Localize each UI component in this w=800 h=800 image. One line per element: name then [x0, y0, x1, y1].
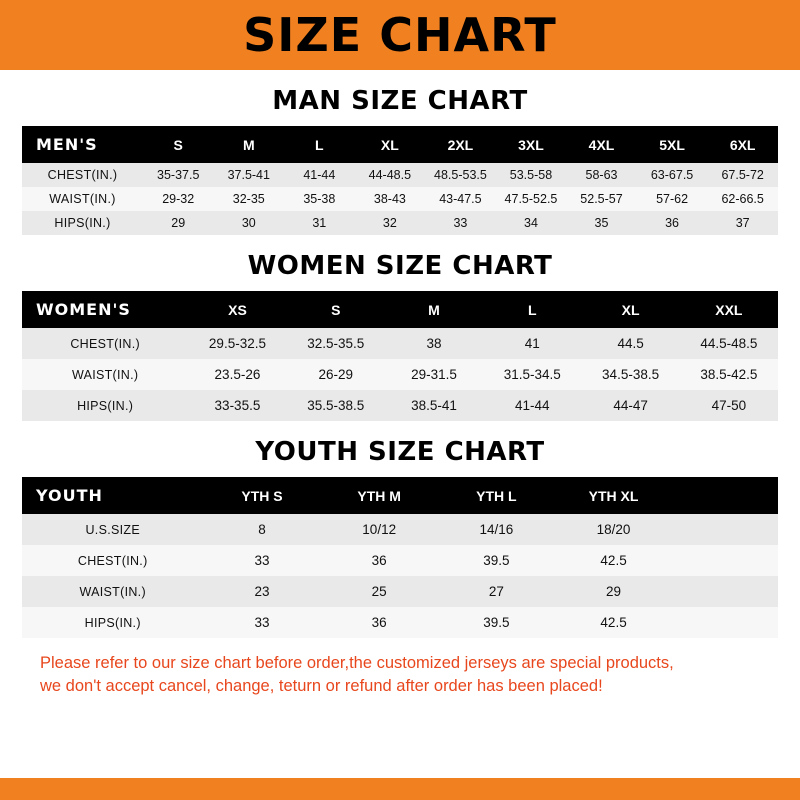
table-cell: 38.5-41 [411, 398, 457, 413]
column-header: XXL [680, 291, 778, 328]
table-cell: 23 [254, 584, 270, 599]
table-cell: 27 [488, 584, 504, 599]
table-cell: 41-44 [303, 168, 336, 182]
table-row [22, 514, 778, 545]
table-cell: 33 [254, 615, 270, 630]
table-cell: 42.5 [600, 553, 627, 568]
table-cell: 33-35.5 [214, 398, 261, 413]
table-cell: 62-66.5 [721, 192, 764, 206]
table-cell: 32 [382, 216, 397, 230]
column-header: 6XL [707, 126, 778, 163]
table-cell: 38.5-42.5 [700, 367, 758, 382]
column-header: 5XL [637, 126, 708, 163]
column-header: 2XL [425, 126, 496, 163]
table-cell: 35.5-38.5 [307, 398, 365, 413]
row-label: CHEST(IN.) [47, 168, 118, 182]
table-cell: 37.5-41 [227, 168, 270, 182]
table-cell: 33 [453, 216, 468, 230]
table-cell: 44-47 [613, 398, 648, 413]
row-label: CHEST(IN.) [77, 553, 148, 568]
table-header-row [22, 126, 778, 163]
table-cell: 47.5-52.5 [504, 192, 558, 206]
table-row [22, 607, 778, 638]
table-row [22, 187, 778, 211]
table-cell: 35-38 [303, 192, 336, 206]
youth-table-header [22, 477, 778, 514]
table-cell: 37 [735, 216, 750, 230]
row-label: WAIST(IN.) [79, 584, 146, 599]
table-cell: 34 [524, 216, 538, 230]
table-cell: 42.5 [600, 615, 627, 630]
table-row [22, 328, 778, 359]
table-header-row [22, 291, 778, 328]
column-header: XL [355, 126, 426, 163]
table-cell: 34.5-38.5 [602, 367, 660, 382]
row-label: WAIST(IN.) [49, 192, 116, 206]
table-cell: 44-48.5 [368, 168, 412, 182]
man-size-table [22, 126, 778, 235]
table-cell: 32.5-35.5 [307, 336, 365, 351]
section-title-women: WOMEN SIZE CHART [247, 251, 553, 281]
table-cell: 29.5-32.5 [208, 336, 266, 351]
table-cell: 48.5-53.5 [434, 168, 487, 182]
section-title-youth: YOUTH SIZE CHART [255, 437, 545, 467]
row-label: WAIST(IN.) [71, 367, 139, 382]
table-cell: 58-63 [585, 168, 618, 182]
column-header: S [287, 291, 385, 328]
column-header: 4XL [566, 126, 637, 163]
table-cell: 29 [171, 216, 186, 230]
table-row [22, 576, 778, 607]
table-cell: 38-43 [373, 192, 406, 206]
chart-body [0, 86, 800, 698]
table-cell: 44.5-48.5 [700, 336, 758, 351]
footer-band [0, 778, 800, 800]
column-header: MEN'S [22, 126, 143, 163]
column-header-spacer [672, 477, 778, 514]
notice-line-1: Please refer to our size chart before order,the customized jerseys are special products, [40, 654, 674, 672]
table-cell: 26-29 [318, 367, 353, 382]
table-cell: 57-62 [656, 192, 689, 206]
column-header: M [385, 291, 483, 328]
table-cell: 31 [312, 216, 327, 230]
column-header: YTH M [321, 477, 438, 514]
column-header: S [143, 126, 214, 163]
row-label: U.S.SIZE [85, 522, 140, 537]
notice-line-2: we don't accept cancel, change, teturn or refund after order has been placed! [40, 677, 603, 696]
table-cell: 53.5-58 [509, 168, 553, 182]
table-cell: 36 [665, 216, 679, 230]
table-cell: 29 [606, 584, 622, 599]
women-size-table [22, 291, 778, 421]
column-header: YOUTH [22, 477, 203, 514]
table-cell: 35 [594, 216, 609, 230]
table-cell: 32-35 [232, 192, 265, 206]
table-cell: 39.5 [483, 553, 510, 568]
table-cell: 23.5-26 [214, 367, 261, 382]
table-cell: 25 [371, 584, 387, 599]
youth-table-body [22, 514, 778, 638]
row-label: HIPS(IN.) [54, 216, 111, 230]
table-cell: 47-50 [711, 398, 747, 413]
women-table-header [22, 291, 778, 328]
column-header: 3XL [496, 126, 567, 163]
table-cell: 36 [371, 615, 387, 630]
table-cell: 31.5-34.5 [503, 367, 561, 382]
table-row [22, 545, 778, 576]
man-table-header [22, 126, 778, 163]
table-row [22, 359, 778, 390]
table-cell-empty [672, 514, 778, 545]
table-cell: 36 [371, 553, 387, 568]
section-title-man: MAN SIZE CHART [272, 86, 528, 116]
table-row [22, 211, 778, 235]
table-header-row [22, 477, 778, 514]
table-cell: 63-67.5 [650, 168, 694, 182]
order-notice [40, 652, 760, 698]
column-header: YTH S [203, 477, 320, 514]
header-band [0, 0, 800, 70]
column-header: YTH L [438, 477, 555, 514]
column-header: YTH XL [555, 477, 672, 514]
table-cell: 52.5-57 [580, 192, 623, 206]
row-label: HIPS(IN.) [84, 615, 141, 630]
table-cell: 14/16 [479, 522, 514, 537]
table-cell: 10/12 [362, 522, 397, 537]
table-row [22, 163, 778, 187]
women-table-body [22, 328, 778, 421]
table-cell: 38 [426, 336, 442, 351]
table-cell: 18/20 [596, 522, 631, 537]
table-cell: 44.5 [617, 336, 644, 351]
table-cell: 41 [524, 336, 540, 351]
row-label: HIPS(IN.) [77, 398, 134, 413]
table-cell-empty [672, 607, 778, 638]
table-cell-empty [672, 545, 778, 576]
row-label: CHEST(IN.) [70, 336, 140, 351]
youth-size-table [22, 477, 778, 638]
table-cell: 33 [254, 553, 270, 568]
column-header: WOMEN'S [22, 291, 188, 328]
table-cell: 35-37.5 [157, 168, 200, 182]
table-cell: 39.5 [483, 615, 510, 630]
table-cell: 43-47.5 [439, 192, 482, 206]
table-cell-empty [672, 576, 778, 607]
column-header: XS [188, 291, 286, 328]
column-header: XL [581, 291, 679, 328]
table-row [22, 390, 778, 421]
table-cell: 8 [258, 522, 266, 537]
man-table-body [22, 163, 778, 235]
column-header: L [284, 126, 355, 163]
column-header: L [483, 291, 581, 328]
table-cell: 30 [241, 216, 256, 230]
table-cell: 29-32 [162, 192, 195, 206]
table-cell: 67.5-72 [721, 168, 764, 182]
table-cell: 29-31.5 [411, 367, 457, 382]
page-title: SIZE CHART [243, 8, 557, 62]
column-header: M [214, 126, 285, 163]
table-cell: 41-44 [515, 398, 550, 413]
